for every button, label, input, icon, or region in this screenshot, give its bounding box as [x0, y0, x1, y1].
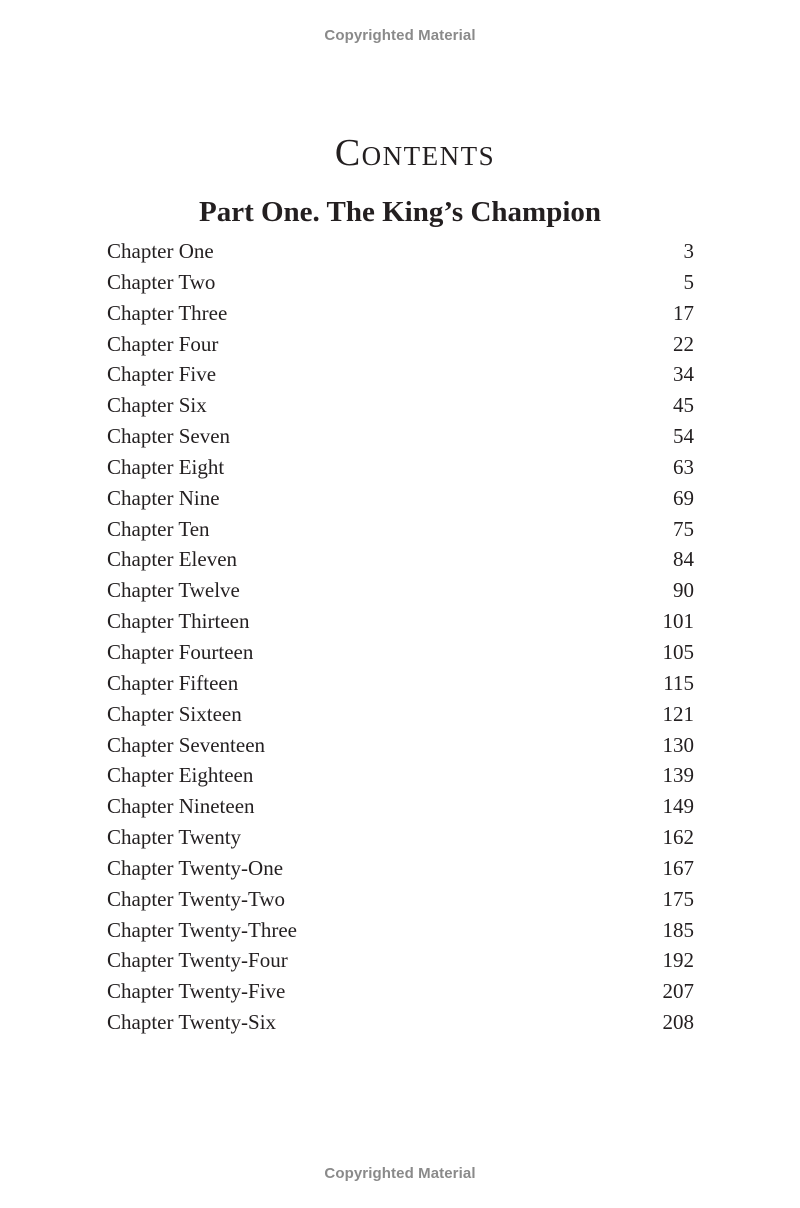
toc-entry	[107, 609, 694, 640]
chapter-title: Chapter Twenty-One	[107, 855, 284, 880]
page-number: 63	[673, 454, 694, 479]
chapter-title: Chapter Nine	[107, 485, 220, 510]
toc-entry	[107, 362, 694, 393]
toc-entry	[107, 918, 694, 949]
page-number: 5	[683, 269, 694, 294]
chapter-title: Chapter Eight	[107, 454, 225, 479]
chapter-title: Chapter Seventeen	[107, 732, 266, 757]
toc-entry	[107, 1010, 694, 1041]
chapter-title: Chapter Twenty-Three	[107, 917, 297, 942]
toc-entry	[107, 979, 694, 1010]
toc-entry	[107, 270, 694, 301]
page-number: 69	[673, 485, 694, 510]
chapter-title: Chapter Ten	[107, 516, 210, 541]
copyright-watermark-top: Copyrighted Material	[324, 27, 476, 44]
toc-entry	[107, 424, 694, 455]
page-number: 34	[673, 362, 694, 387]
page-number: 175	[662, 886, 694, 911]
toc-entry	[107, 825, 694, 856]
chapter-title: Chapter Sixteen	[107, 701, 242, 726]
page-number: 75	[673, 516, 694, 541]
chapter-title: Chapter Four	[107, 331, 219, 356]
page-number: 130	[662, 732, 694, 757]
toc-entry	[107, 856, 694, 887]
chapter-title: Chapter Nineteen	[107, 794, 255, 819]
page-number: 207	[662, 979, 694, 1004]
page-number: 90	[673, 578, 694, 603]
toc-entry	[107, 763, 694, 794]
part-title: Part One. The King’s Champion	[198, 196, 602, 229]
page-number: 105	[662, 639, 694, 664]
page-number: 3	[683, 239, 694, 263]
toc-entry	[107, 794, 694, 825]
page-number: 22	[673, 331, 694, 356]
chapter-title: Chapter One	[107, 239, 214, 263]
page-number: 84	[673, 547, 694, 572]
page-number: 185	[662, 917, 694, 942]
chapter-title: Chapter Twelve	[107, 578, 240, 603]
chapter-title: Chapter Fifteen	[107, 670, 239, 695]
page-number: 149	[662, 794, 694, 819]
page-number: 162	[662, 825, 694, 850]
table-of-contents	[107, 239, 694, 1041]
toc-entry	[107, 733, 694, 764]
chapter-title: Chapter Twenty-Six	[107, 1010, 277, 1035]
page-number: 45	[673, 393, 694, 418]
chapter-title: Chapter Three	[107, 300, 228, 325]
page-number: 101	[662, 609, 694, 634]
chapter-title: Chapter Eleven	[107, 547, 238, 572]
page-number: 121	[662, 701, 694, 726]
contents-title: Contents	[334, 132, 496, 175]
chapter-title: Chapter Thirteen	[107, 609, 250, 634]
chapter-title: Chapter Eighteen	[107, 763, 254, 788]
toc-entry	[107, 948, 694, 979]
toc-entry	[107, 547, 694, 578]
page-number: 54	[673, 424, 694, 449]
page-number: 208	[662, 1010, 694, 1035]
chapter-title: Chapter Seven	[107, 424, 231, 449]
chapter-title: Chapter Twenty-Five	[107, 979, 286, 1004]
page-number: 192	[662, 948, 694, 973]
chapter-title: Chapter Six	[107, 393, 207, 418]
toc-entry	[107, 393, 694, 424]
toc-entry	[107, 671, 694, 702]
copyright-watermark-bottom: Copyrighted Material	[324, 1165, 476, 1182]
toc-entry	[107, 455, 694, 486]
toc-entry	[107, 332, 694, 363]
chapter-title: Chapter Five	[107, 362, 217, 387]
toc-entry	[107, 301, 694, 332]
toc-entry	[107, 239, 694, 270]
page-number: 167	[662, 855, 694, 880]
page-number: 139	[662, 763, 694, 788]
chapter-title: Chapter Twenty-Two	[107, 886, 286, 911]
toc-entry	[107, 702, 694, 733]
page-number: 115	[663, 670, 694, 695]
chapter-title: Chapter Twenty-Four	[107, 948, 288, 973]
chapter-title: Chapter Twenty	[107, 825, 242, 850]
chapter-title: Chapter Fourteen	[107, 639, 254, 664]
toc-entry	[107, 640, 694, 671]
toc-entry	[107, 517, 694, 548]
page-number: 17	[673, 300, 694, 325]
toc-entry	[107, 486, 694, 517]
chapter-title: Chapter Two	[107, 269, 216, 294]
toc-entry	[107, 578, 694, 609]
toc-entry	[107, 887, 694, 918]
